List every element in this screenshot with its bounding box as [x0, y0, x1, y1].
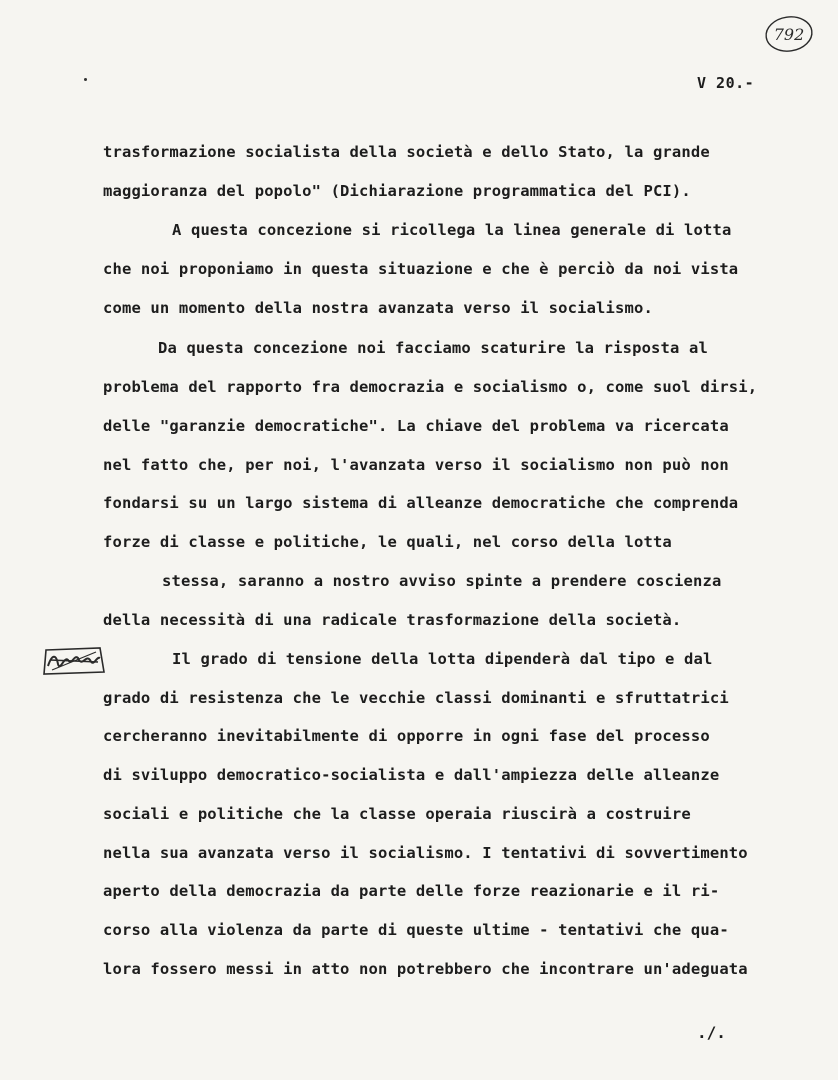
text-line: nel fatto che, per noi, l'avanzata verso il socialismo non può non [103, 456, 729, 474]
handwritten-scribble-mark [40, 646, 108, 676]
folio-number: V 20.- [697, 74, 755, 92]
text-line: cercheranno inevitabilmente di opporre in ogni fase del processo [103, 727, 710, 745]
text-line: grado di resistenza che le vecchie classi dominanti e sfruttatrici [103, 689, 729, 707]
text-line: trasformazione socialista della società e dello Stato, la grande [103, 143, 710, 161]
text-line: delle "garanzie democratiche". La chiave del problema va ricercata [103, 417, 729, 435]
text-line: problema del rapporto fra democrazia e socialismo o, come suol dirsi, [103, 378, 758, 396]
text-line: A questa concezione si ricollega la linea generale di lotta [172, 221, 732, 239]
text-line: maggioranza del popolo" (Dichiarazione programmatica del PCI). [103, 182, 691, 200]
scribble-icon [40, 646, 108, 676]
continuation-mark: ./. [697, 1023, 726, 1042]
text-line: Il grado di tensione della lotta dipenderà dal tipo e dal [172, 650, 713, 668]
text-line: corso alla violenza da parte di queste ultime - tentativi che qua- [103, 921, 729, 939]
text-line: aperto della democrazia da parte delle forze reazionarie e il ri- [103, 882, 720, 900]
text-line: sociali e politiche che la classe operaia riuscirà a costruire [103, 805, 691, 823]
text-line: forze di classe e politiche, le quali, nel corso della lotta [103, 533, 672, 551]
text-line: che noi proponiamo in questa situazione e che è perciò da noi vista [103, 260, 739, 278]
archive-number: 792 [773, 25, 805, 44]
text-line: di sviluppo democratico-socialista e dall'ampiezza delle alleanze [103, 766, 720, 784]
text-line: fondarsi su un largo sistema di alleanze democratiche che comprenda [103, 494, 739, 512]
text-line: come un momento della nostra avanzata verso il socialismo. [103, 299, 653, 317]
text-line: lora fossero messi in atto non potrebbero che incontrare un'adeguata [103, 960, 748, 978]
text-line: Da questa concezione noi facciamo scaturire la risposta al [158, 339, 708, 357]
text-line: stessa, saranno a nostro avviso spinte a prendere coscienza [162, 572, 722, 590]
text-line: nella sua avanzata verso il socialismo. I tentativi di sovvertimento [103, 844, 748, 862]
text-line: della necessità di una radicale trasformazione della società. [103, 611, 682, 629]
